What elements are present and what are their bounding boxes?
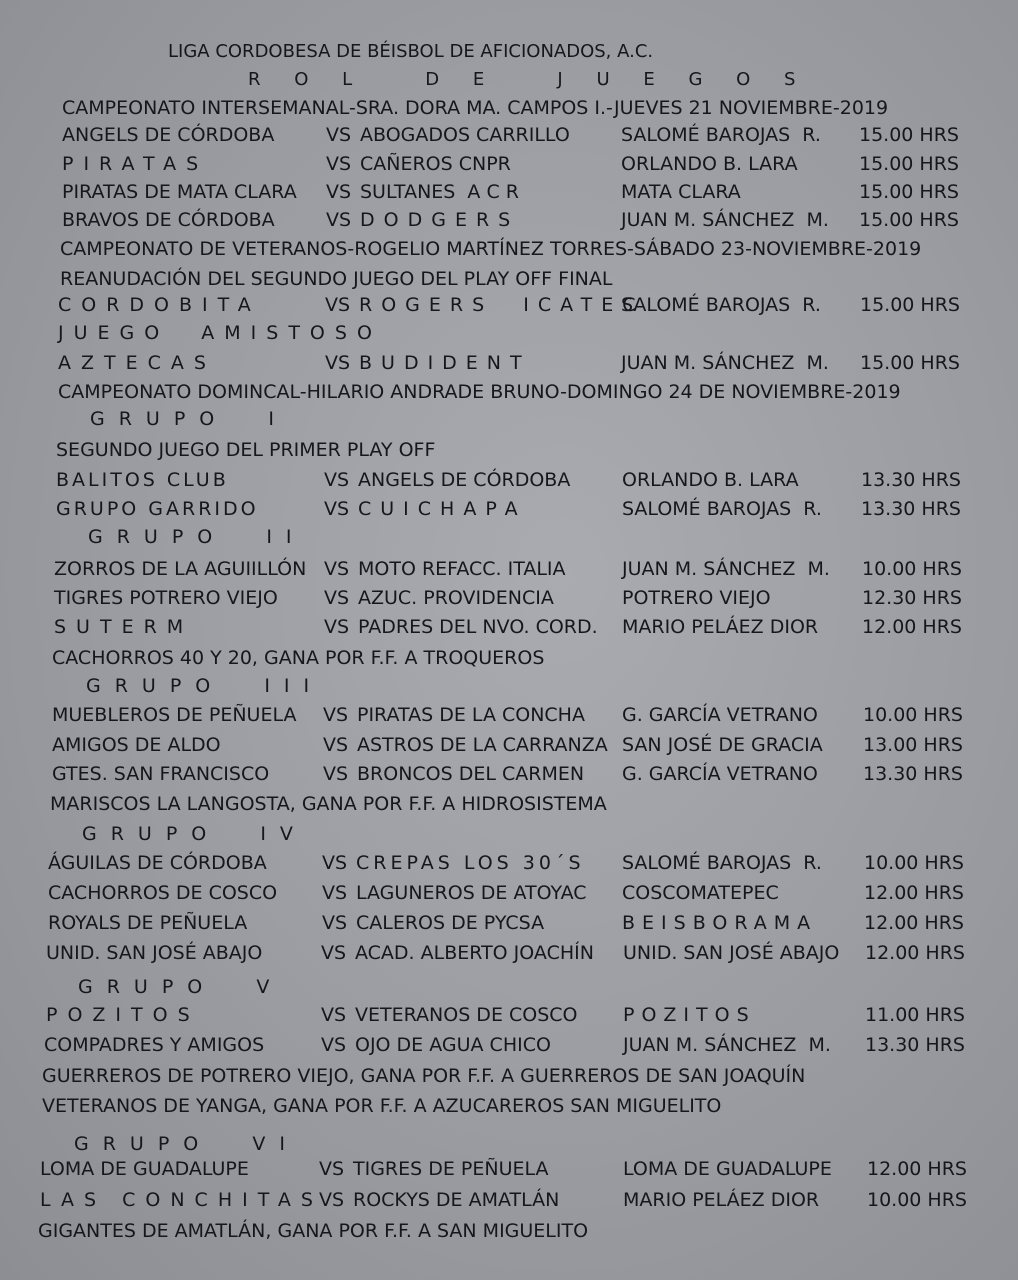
away-team: SULTANES A C R: [360, 181, 519, 203]
section-heading-spaced: JUEGO AMISTOSO: [58, 322, 382, 344]
vs-label: VS: [324, 469, 350, 491]
venue: JUAN M. SÁNCHEZ M.: [622, 558, 830, 580]
venue: G. GARCÍA VETRANO: [622, 704, 818, 726]
game-row: [0, 121, 1018, 149]
section-heading: GUERREROS DE POTRERO VIEJO, GANA POR F.F. A GUERREROS DE SAN JOAQUÍN: [42, 1065, 806, 1087]
home-team: ÁGUILAS DE CÓRDOBA: [48, 852, 267, 874]
vs-label: VS: [323, 763, 349, 785]
venue: POTRERO VIEJO: [622, 587, 771, 609]
section-heading: SEGUNDO JUEGO DEL PRIMER PLAY OFF: [56, 439, 436, 461]
section-heading: CAMPEONATO INTERSEMANAL-SRA. DORA MA. CAMPOS I.-JUEVES 21 NOVIEMBRE-2019: [62, 97, 889, 119]
vs-label: VS: [324, 498, 350, 520]
game-time: 10.00 HRS: [867, 1189, 967, 1211]
vs-label: VS: [326, 153, 352, 175]
game-row: [0, 879, 1018, 907]
section-heading: GIGANTES DE AMATLÁN, GANA POR F.F. A SAN MIGUELITO: [38, 1220, 589, 1242]
game-row: [0, 939, 1018, 967]
group-heading: GRUPO V: [78, 976, 284, 998]
game-row: [0, 150, 1018, 178]
game-time: 12.30 HRS: [862, 587, 962, 609]
vs-label: VS: [325, 352, 351, 374]
game-row: [0, 555, 1018, 583]
section-heading: REANUDACIÓN DEL SEGUNDO JUEGO DEL PLAY OFF FINAL: [60, 268, 613, 290]
venue: SALOMÉ BAROJAS R.: [622, 852, 822, 874]
vs-label: VS: [326, 209, 352, 231]
game-time: 11.00 HRS: [865, 1004, 965, 1026]
venue: LOMA DE GUADALUPE: [623, 1158, 832, 1180]
vs-label: VS: [322, 912, 348, 934]
away-team: PIRATAS DE LA CONCHA: [357, 704, 585, 726]
venue: MATA CLARA: [621, 181, 741, 203]
vs-label: VS: [319, 1158, 345, 1180]
venue: ORLANDO B. LARA: [621, 153, 798, 175]
vs-label: VS: [321, 942, 347, 964]
game-time: 15.00 HRS: [860, 352, 960, 374]
venue: SALOMÉ BAROJAS R.: [621, 294, 821, 316]
game-row: [0, 495, 1018, 523]
vs-label: VS: [321, 1034, 347, 1056]
home-team: POZITOS: [46, 1004, 200, 1026]
venue: UNID. SAN JOSÉ ABAJO: [623, 942, 840, 964]
section-heading: VETERANOS DE YANGA, GANA POR F.F. A AZUCAREROS SAN MIGUELITO: [42, 1095, 722, 1117]
home-team: CORDOBITA: [58, 294, 261, 316]
away-team: ASTROS DE LA CARRANZA: [357, 734, 608, 756]
game-row: [0, 731, 1018, 759]
venue: JUAN M. SÁNCHEZ M.: [621, 352, 829, 374]
league-title: LIGA CORDOBESA DE BÉISBOL DE AFICIONADOS, A.C.: [168, 41, 654, 62]
home-team: AZTECAS: [58, 352, 216, 374]
game-time: 13.30 HRS: [865, 1034, 965, 1056]
vs-label: VS: [322, 882, 348, 904]
game-time: 13.00 HRS: [863, 734, 963, 756]
game-time: 10.00 HRS: [863, 704, 963, 726]
home-team: PIRATAS: [62, 153, 209, 175]
venue: SALOMÉ BAROJAS R.: [622, 498, 822, 520]
game-row: [0, 178, 1018, 206]
venue: JUAN M. SÁNCHEZ M.: [623, 1034, 831, 1056]
game-time: 10.00 HRS: [864, 852, 964, 874]
away-team: TIGRES DE PEÑUELA: [353, 1158, 549, 1180]
game-row: [0, 1001, 1018, 1029]
game-row: [0, 1155, 1018, 1183]
away-team: ROGERS ICATEC: [359, 294, 645, 316]
away-team: BRONCOS DEL CARMEN: [357, 763, 585, 785]
away-team: ABOGADOS CARRILLO: [360, 124, 570, 146]
away-team: VETERANOS DE COSCO: [355, 1004, 578, 1026]
game-row: [0, 701, 1018, 729]
home-team: TIGRES POTRERO VIEJO: [54, 587, 278, 609]
vs-label: VS: [323, 704, 349, 726]
game-time: 15.00 HRS: [859, 153, 959, 175]
game-time: 12.00 HRS: [864, 912, 964, 934]
away-team: OJO DE AGUA CHICO: [355, 1034, 551, 1056]
away-team: CAÑEROS CNPR: [360, 153, 511, 175]
group-heading: GRUPO III: [86, 675, 324, 697]
home-team: MUEBLEROS DE PEÑUELA: [52, 704, 297, 726]
venue: ORLANDO B. LARA: [622, 469, 799, 491]
game-time: 15.00 HRS: [859, 209, 959, 231]
vs-label: VS: [324, 558, 350, 580]
away-team: CREPAS LOS 30´S: [356, 852, 585, 874]
game-row: [0, 466, 1018, 494]
game-time: 12.00 HRS: [865, 942, 965, 964]
group-heading: GRUPO II: [88, 526, 306, 548]
home-team: COMPADRES Y AMIGOS: [44, 1034, 265, 1056]
section-heading: CAMPEONATO DOMINCAL-HILARIO ANDRADE BRUNO-DOMINGO 24 DE NOVIEMBRE-2019: [58, 381, 901, 403]
away-team: BUDIDENT: [359, 352, 531, 374]
game-time: 12.00 HRS: [867, 1158, 967, 1180]
venue: JUAN M. SÁNCHEZ M.: [621, 209, 829, 231]
game-row: [0, 760, 1018, 788]
game-row: [0, 349, 1018, 377]
home-team: SUTERM: [54, 616, 194, 638]
venue: SAN JOSÉ DE GRACIA: [622, 734, 823, 756]
home-team: UNID. SAN JOSÉ ABAJO: [46, 942, 263, 964]
game-row: [0, 1031, 1018, 1059]
away-team: ACAD. ALBERTO JOACHÍN: [355, 942, 594, 964]
game-time: 13.30 HRS: [861, 498, 961, 520]
home-team: ZORROS DE LA AGUIILLÓN: [54, 558, 307, 580]
game-row: [0, 584, 1018, 612]
away-team: AZUC. PROVIDENCIA: [358, 587, 554, 609]
vs-label: VS: [323, 734, 349, 756]
venue: BEISBORAMA: [622, 912, 818, 934]
away-team: ROCKYS DE AMATLÁN: [353, 1189, 560, 1211]
game-time: 15.00 HRS: [860, 294, 960, 316]
away-team: ANGELS DE CÓRDOBA: [358, 469, 571, 491]
venue: POZITOS: [623, 1004, 756, 1026]
section-heading: CAMPEONATO DE VETERANOS-ROGELIO MARTÍNEZ TORRES-SÁBADO 23-NOVIEMBRE-2019: [60, 238, 922, 260]
section-heading: CACHORROS 40 Y 20, GANA POR F.F. A TROQUEROS: [52, 647, 545, 669]
home-team: ROYALS DE PEÑUELA: [48, 912, 248, 934]
vs-label: VS: [326, 124, 352, 146]
home-team: GRUPO GARRIDO: [56, 498, 259, 520]
away-team: CALEROS DE PYCSA: [356, 912, 545, 934]
game-row: [0, 849, 1018, 877]
venue: G. GARCÍA VETRANO: [622, 763, 818, 785]
group-heading: GRUPO IV: [82, 823, 307, 845]
game-row: [0, 909, 1018, 937]
game-row: [0, 1186, 1018, 1214]
away-team: DODGERS: [360, 209, 520, 231]
venue: MARIO PELÁEZ DIOR: [622, 616, 819, 638]
game-time: 10.00 HRS: [862, 558, 962, 580]
game-time: 13.30 HRS: [863, 763, 963, 785]
vs-label: VS: [324, 616, 350, 638]
vs-label: VS: [326, 181, 352, 203]
venue: SALOMÉ BAROJAS R.: [621, 124, 821, 146]
away-team: MOTO REFACC. ITALIA: [358, 558, 566, 580]
game-time: 12.00 HRS: [862, 616, 962, 638]
home-team: BALITOS CLUB: [56, 469, 229, 491]
game-row: [0, 206, 1018, 234]
venue: COSCOMATEPEC: [622, 882, 779, 904]
away-team: LAGUNEROS DE ATOYAC: [356, 882, 587, 904]
game-time: 15.00 HRS: [859, 181, 959, 203]
vs-label: VS: [322, 852, 348, 874]
home-team: PIRATAS DE MATA CLARA: [62, 181, 297, 203]
vs-label: VS: [324, 587, 350, 609]
vs-label: VS: [325, 294, 351, 316]
home-team: AMIGOS DE ALDO: [52, 734, 221, 756]
vs-label: VS: [321, 1004, 347, 1026]
home-team: BRAVOS DE CÓRDOBA: [62, 209, 275, 231]
game-row: [0, 613, 1018, 641]
game-time: 13.30 HRS: [861, 469, 961, 491]
home-team: ANGELS DE CÓRDOBA: [62, 124, 275, 146]
game-row: [0, 291, 1018, 319]
away-team: PADRES DEL NVO. CORD.: [358, 616, 598, 638]
game-time: 12.00 HRS: [864, 882, 964, 904]
vs-label: VS: [319, 1189, 345, 1211]
venue: MARIO PELÁEZ DIOR: [623, 1189, 820, 1211]
section-heading: MARISCOS LA LANGOSTA, GANA POR F.F. A HIDROSISTEMA: [50, 793, 607, 815]
schedule-subtitle: R O L D E J U E G O S: [248, 69, 810, 90]
home-team: GTES. SAN FRANCISCO: [52, 763, 270, 785]
group-heading: GRUPO VI: [74, 1133, 299, 1155]
game-time: 15.00 HRS: [859, 124, 959, 146]
group-heading: GRUPO I: [90, 408, 288, 430]
home-team: LOMA DE GUADALUPE: [40, 1158, 249, 1180]
home-team: CACHORROS DE COSCO: [48, 882, 278, 904]
home-team: LAS CONCHITAS: [40, 1189, 323, 1211]
away-team: CUICHAPA: [358, 498, 527, 520]
